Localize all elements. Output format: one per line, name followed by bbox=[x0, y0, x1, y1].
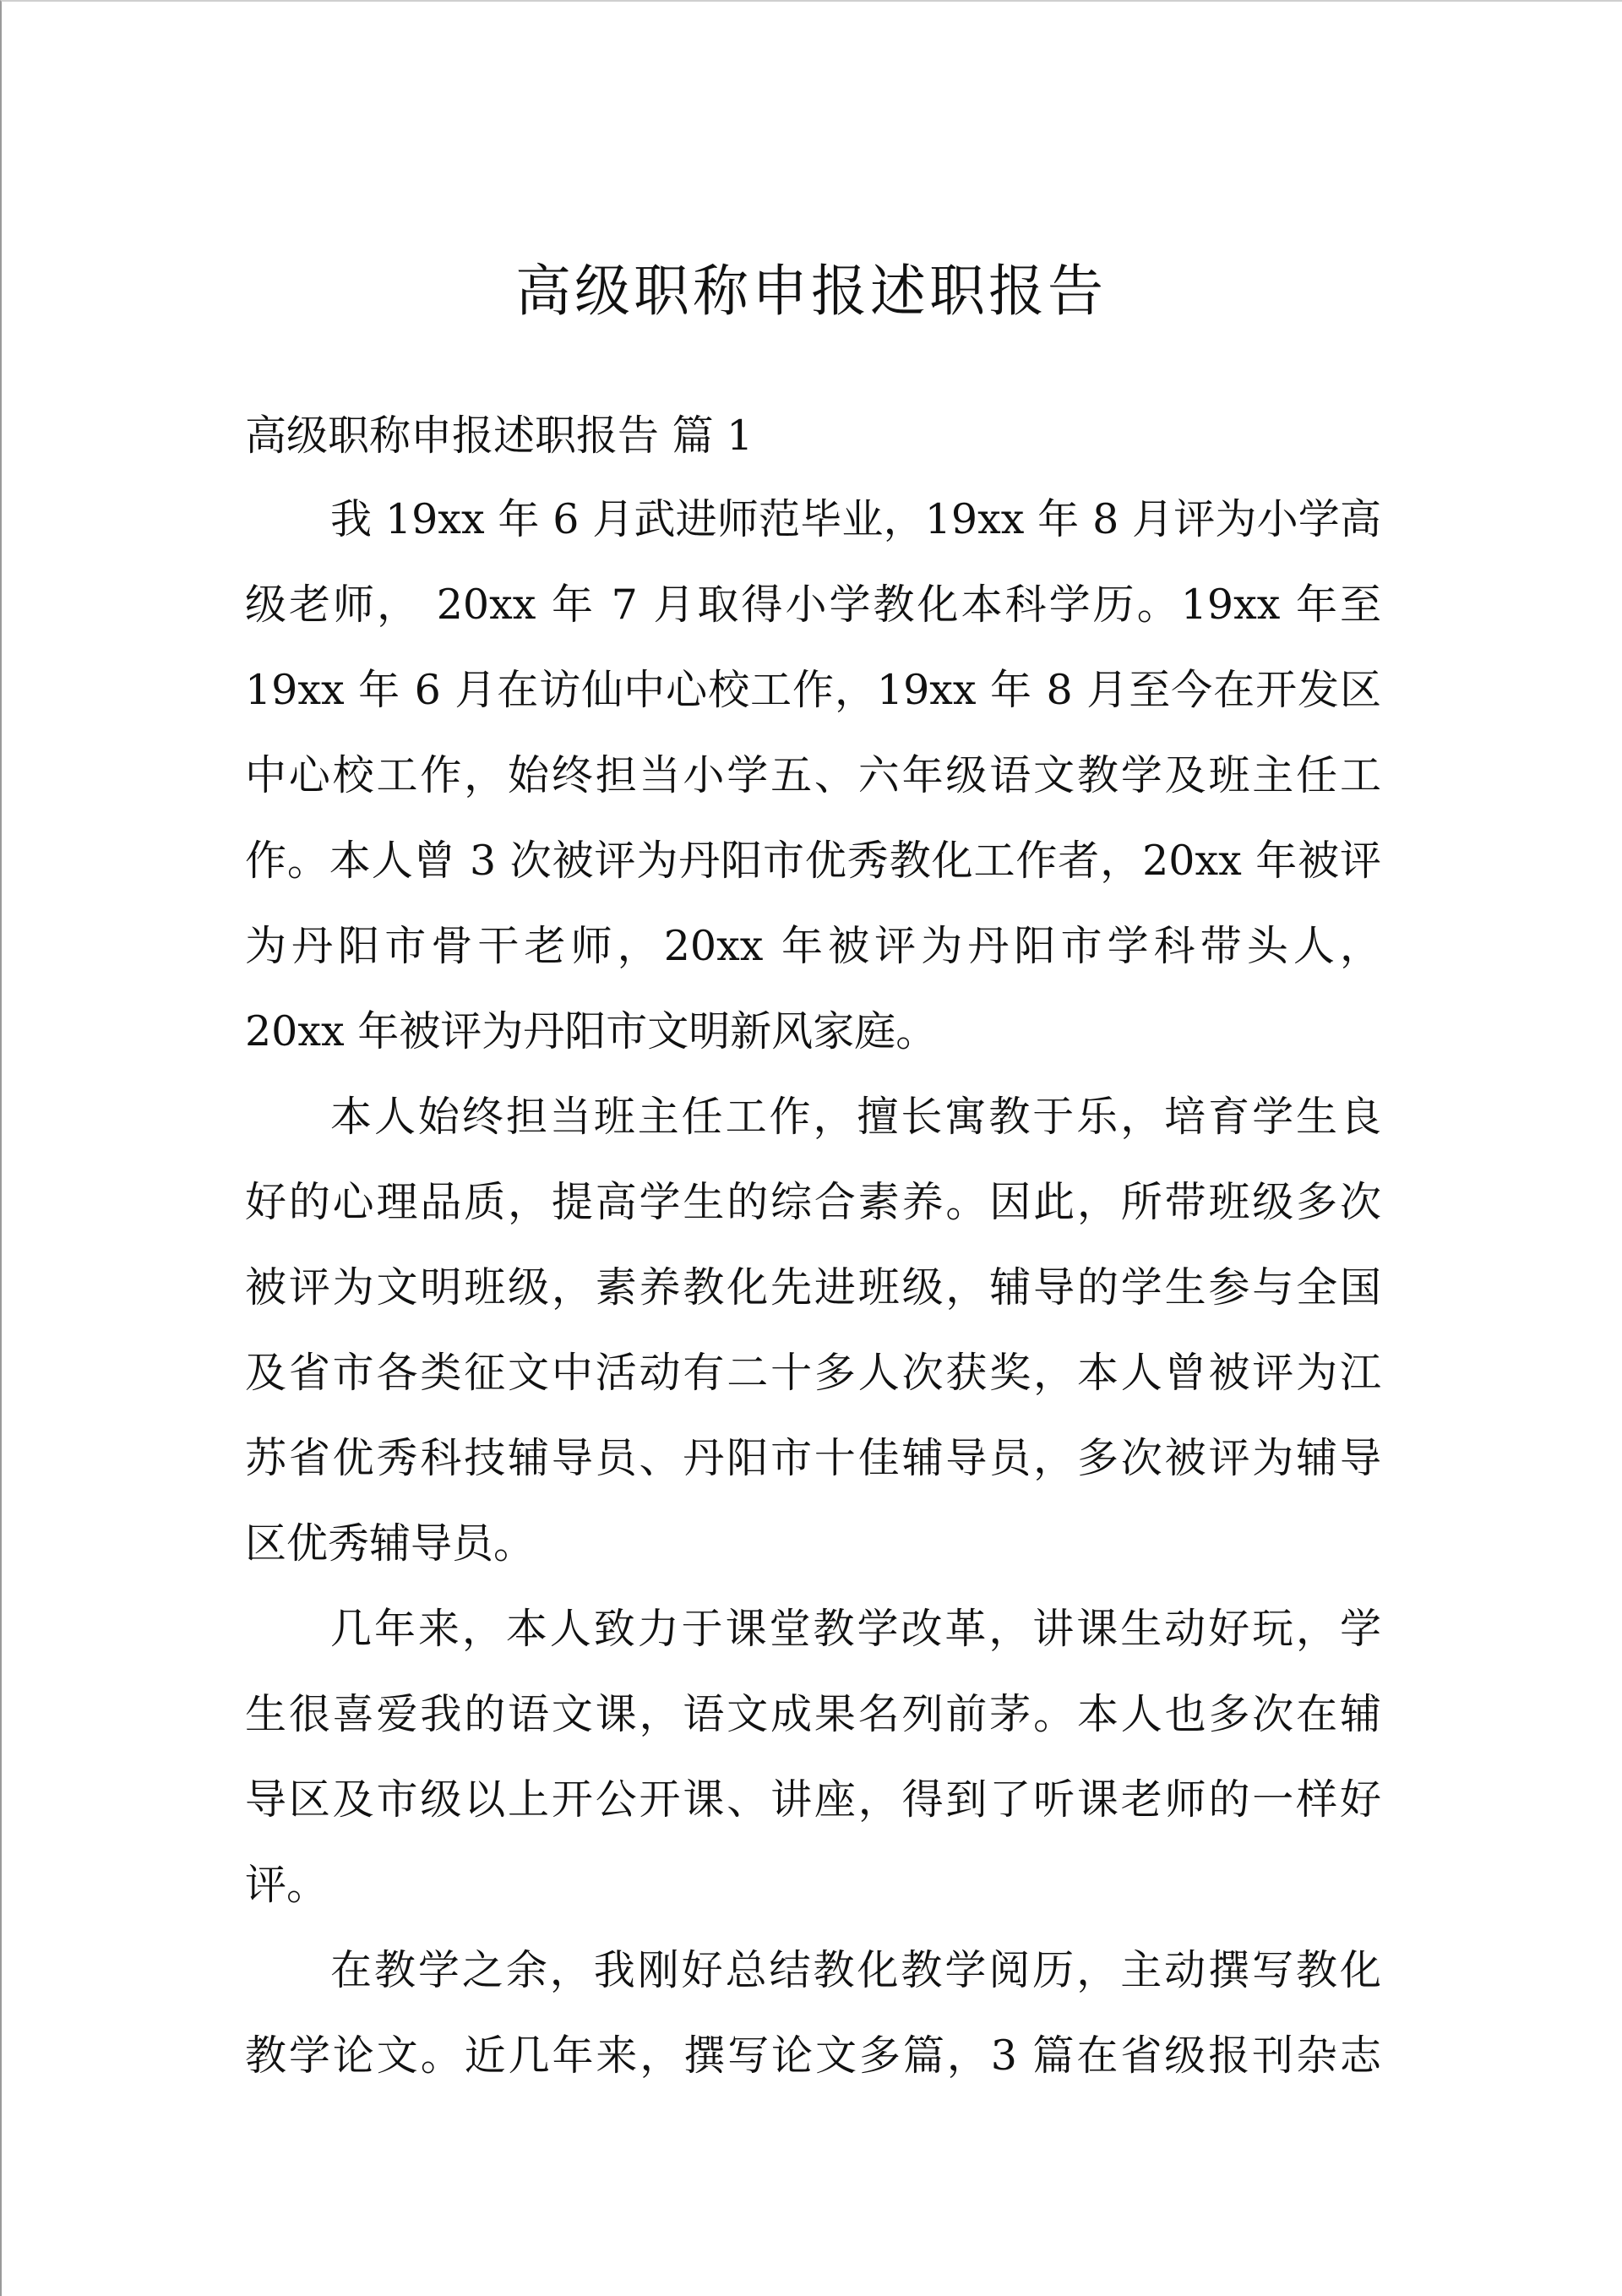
paragraph-1-line-7: 20xx 年被评为丹阳市文明新风家庭。 bbox=[245, 1007, 938, 1055]
paragraph-1-line-3: 19xx 年 6 月在访仙中心校工作，19xx 年 8 月至今在开发区 bbox=[245, 666, 1381, 714]
document-title: 高级职称申报述职报告 bbox=[515, 259, 1107, 324]
paragraph-2-line-5: 苏省优秀科技辅导员、丹阳市十佳辅导员，多次被评为辅导 bbox=[245, 1434, 1381, 1482]
paragraph-2-line-3: 被评为文明班级，素养教化先进班级，辅导的学生参与全国 bbox=[245, 1263, 1381, 1312]
paragraph-1-line-1: 我 19xx 年 6 月武进师范毕业，19xx 年 8 月评为小学高 bbox=[330, 495, 1381, 543]
document-subtitle: 高级职称申报述职报告 篇 1 bbox=[245, 412, 754, 460]
paragraph-2-line-6: 区优秀辅导员。 bbox=[245, 1519, 536, 1568]
paragraph-4-line-1: 在教学之余，我刚好总结教化教学阅历，主动撰写教化 bbox=[330, 1946, 1381, 1994]
paragraph-2-line-1: 本人始终担当班主任工作，擅长寓教于乐，培育学生良 bbox=[330, 1093, 1381, 1141]
paragraph-1-line-6: 为丹阳市骨干老师，20xx 年被评为丹阳市学科带头人， bbox=[245, 922, 1381, 970]
paragraph-3-line-1: 几年来，本人致力于课堂教学改革，讲课生动好玩，学 bbox=[330, 1605, 1381, 1653]
paragraph-3-line-3: 导区及市级以上开公开课、讲座，得到了听课老师的一样好 bbox=[245, 1775, 1381, 1824]
paragraph-3-line-4: 评。 bbox=[245, 1861, 329, 1909]
paragraph-3-line-2: 生很喜爱我的语文课，语文成果名列前茅。本人也多次在辅 bbox=[245, 1690, 1381, 1738]
paragraph-2-line-2: 好的心理品质，提高学生的综合素养。因此，所带班级多次 bbox=[245, 1178, 1381, 1226]
paragraph-1-line-4: 中心校工作，始终担当小学五、六年级语文教学及班主任工 bbox=[245, 751, 1381, 799]
document-body bbox=[245, 484, 1381, 2106]
paragraph-4-line-2: 教学论文。近几年来，撰写论文多篇，3 篇在省级报刊杂志 bbox=[245, 2031, 1381, 2080]
paragraph-1-line-2: 级老师， 20xx 年 7 月取得小学教化本科学历。19xx 年至 bbox=[245, 581, 1381, 629]
paragraph-2-line-4: 及省市各类征文中活动有二十多人次获奖，本人曾被评为江 bbox=[245, 1349, 1381, 1397]
paragraph-1-line-5: 作。本人曾 3 次被评为丹阳市优秀教化工作者，20xx 年被评 bbox=[245, 837, 1381, 885]
